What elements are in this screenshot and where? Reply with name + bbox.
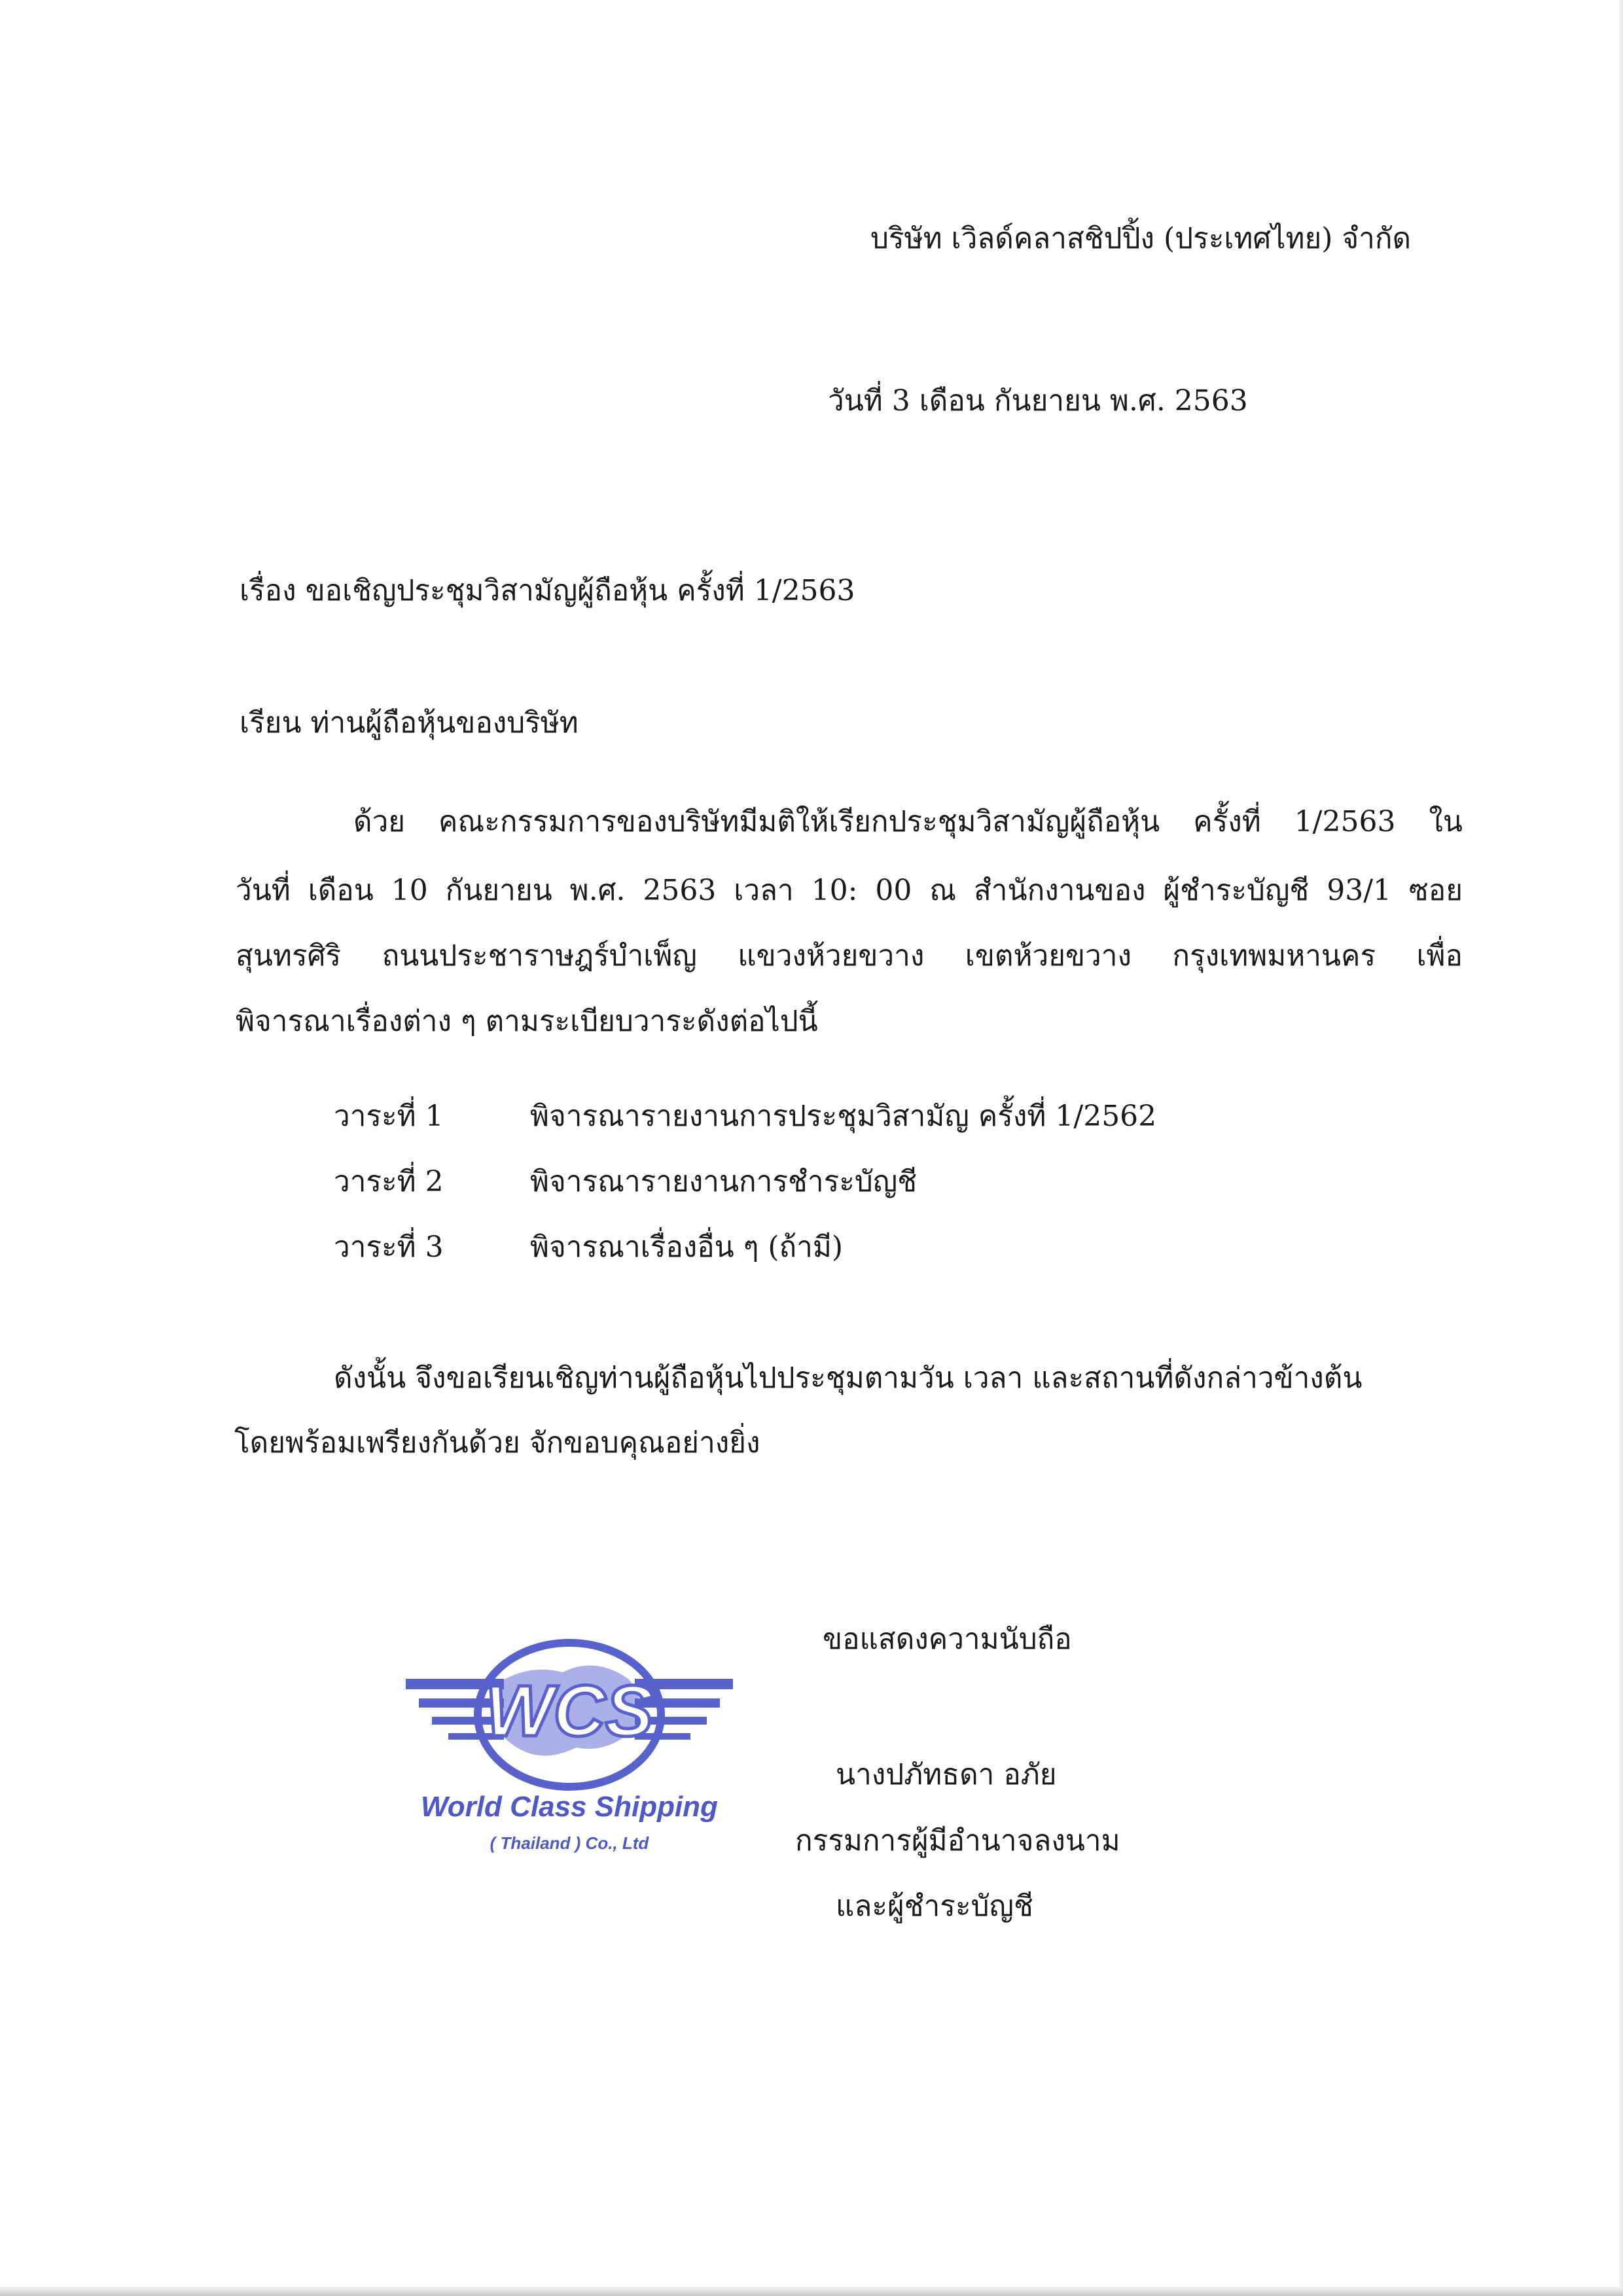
scan-edge-right (1619, 0, 1623, 2296)
agenda-item-2 (334, 1162, 917, 1202)
agenda-description: พิจารณารายงานการชำระบัญชี (530, 1165, 918, 1198)
stamp-company-line2: ( Thailand ) Co., Ltd (490, 1833, 649, 1853)
signer-title-line2: และผู้ชำระบัญชี (836, 1890, 1033, 1923)
agenda-description: พิจารณาเรื่องอื่น ๆ (ถ้ามี) (530, 1230, 844, 1264)
company-name: บริษัท เวิลด์คลาสชิปปิ้ง (ประเทศไทย) จำกัด (870, 222, 1412, 255)
letter-date: วันที่ 3 เดือน กันยายน พ.ศ. 2563 (828, 384, 1248, 418)
agenda-number: วาระที่ 3 (334, 1230, 444, 1264)
body-line-1: ด้วย คณะกรรมการของบริษัทมีมติให้เรียกประชุมวิสามัญผู้ถือหุ้น ครั้งที่ 1/2563 ใน (353, 805, 1463, 838)
agenda-item-1 (334, 1097, 1156, 1136)
body-line-3: สุนทรศิริ ถนนประชาราษฎร์บำเพ็ญ แขวงห้วยขวาง เขตห้วยขวาง กรุงเทพมหานคร เพื่อ (236, 939, 1463, 973)
agenda-item-3 (334, 1228, 843, 1267)
letter-subject: เรื่อง ขอเชิญประชุมวิสามัญผู้ถือหุ้น ครั้งที่ 1/2563 (240, 574, 855, 607)
agenda-number: วาระที่ 2 (334, 1165, 444, 1198)
agenda-description: พิจารณารายงานการประชุมวิสามัญ ครั้งที่ 1/2562 (530, 1100, 1157, 1133)
company-stamp (393, 1617, 746, 1878)
stamp-company-line1: World Class Shipping (421, 1791, 718, 1823)
regards-text: ขอแสดงความนับถือ (823, 1623, 1072, 1656)
agenda-number: วาระที่ 1 (334, 1100, 444, 1133)
stamp-logo-icon (406, 1643, 733, 1787)
signer-title-line1: กรรมการผู้มีอำนาจลงนาม (795, 1824, 1120, 1857)
closing-line-2: โดยพร้อมเพรียงกันด้วย จักขอบคุณอย่างยิ่ง (234, 1426, 760, 1460)
closing-line-1: ดังนั้น จึงขอเรียนเชิญท่านผู้ถือหุ้นไปประชุมตามวัน เวลา และสถานที่ดังกล่าวข้างต้น (334, 1361, 1363, 1395)
letter-salutation: เรียน ท่านผู้ถือหุ้นของบริษัท (240, 706, 579, 740)
body-line-4: พิจารณาเรื่องต่าง ๆ ตามระเบียบวาระดังต่อไปนี้ (236, 1005, 818, 1038)
scan-edge-bottom (0, 2287, 1623, 2296)
body-line-2: วันที่ เดือน 10 กันยายน พ.ศ. 2563 เวลา 10: 00 ณ สำนักงานของ ผู้ชำระบัญชี 93/1 ซอย (236, 874, 1463, 907)
stamp-logo-text: WCS (485, 1671, 654, 1751)
signer-name: นางปภัทธดา อภัย (836, 1758, 1057, 1791)
